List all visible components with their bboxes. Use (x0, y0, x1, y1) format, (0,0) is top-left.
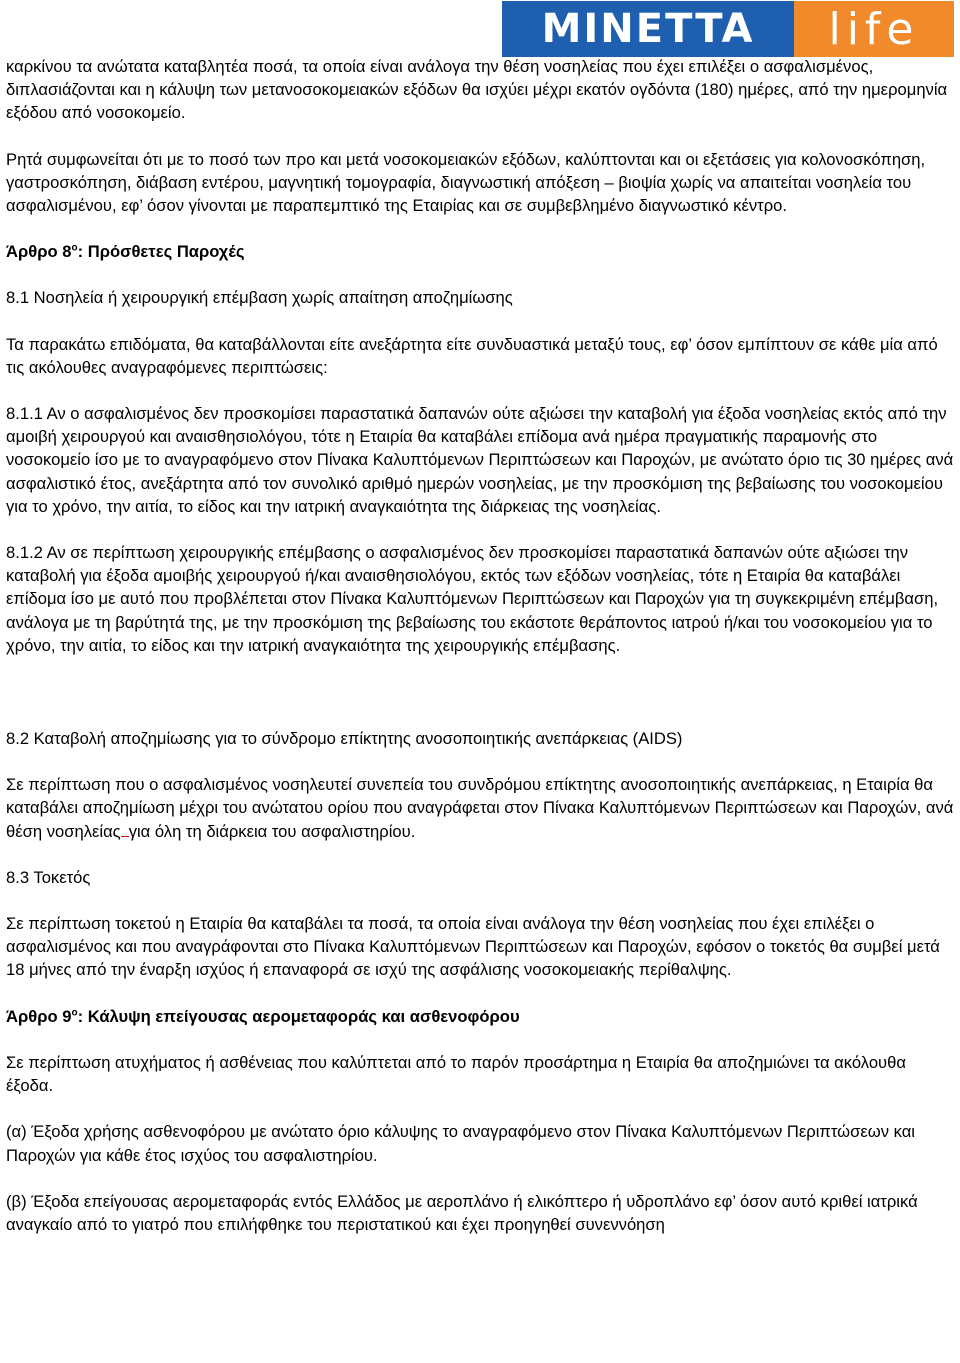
logo-minetta: MINETTA (502, 1, 794, 57)
paragraph-allowances-intro: Τα παρακάτω επιδόματα, θα καταβάλλονται είτε ανεξάρτητα είτε συνδυαστικά μεταξύ τους, εφ’ όσον εμπίπτουν σε κάθε μία από τις ακόλουθες αναγραφόμενες περιπτώσεις: (6, 334, 938, 377)
section-8-3-heading: 8.3 Τοκετός (6, 867, 91, 887)
paragraph-aids-coverage (6, 773, 956, 843)
paragraph-air-transport: (β) Έξοδα επείγουσας αερομεταφοράς εντός Ελλάδος με αεροπλάνο ή ελικόπτερο ή υδροπλάνο εφ’ όσον αυτό κριθεί ιατρικά αναγκαίο από το γιατρό που επιλήφθηκε του περιστατικού και έχει προηγηθεί συνεννόηση (6, 1191, 918, 1234)
paragraph-childbirth: Σε περίπτωση τοκετού η Εταιρία θα καταβάλει τα ποσά, τα οποία είναι ανάλογα την θέση νοσηλείας που έχει επιλέξει ο ασφαλισμένος και που αναγράφονται στο Πίνακα Καλυπτόμενων Περιπτώσεων και Παροχών, εφόσον ο τοκετός θα συμβεί μετά 18 μήνες από την έναρξη ισχύος ή επαναφορά σε ισχύ της ασφάλισης νοσοκομειακής περίθαλψης. (6, 914, 940, 980)
article-8-title-pre: Άρθρο 8 (6, 242, 72, 262)
paragraph-accident-illness: Σε περίπτωση ατυχήματος ή ασθένειας που καλύπτεται από το παρόν προσάρτημα η Εταιρία θα αποζημιώνει τα ακόλουθα έξοδα. (6, 1052, 906, 1096)
document-body (6, 55, 956, 1236)
paragraph-pre-post-hospital: Ρητά συμφωνείται ότι με το ποσό των προ και μετά νοσοκομειακών εξόδων, καλύπτονται και οι εξετάσεις για κολονοσκόπηση, γαστροσκόπηση, διάβαση εντέρου, μαγνητική τομογραφία, διαγνωστική απόξεση – βιοψία χωρίς να απαιτείται νοσηλεία του ασφαλισμένου, εφ’ όσον γίνονται με παραπεμπτικό της Εταιρίας και σε συμβεβλημένο διαγνωστικό κέντρο. (6, 149, 926, 216)
paragraph-ambulance: (α) Έξοδα χρήσης ασθενοφόρου με ανώτατο όριο κάλυψης το αναγραφόμενο στον Πίνακα Καλυπτόμενων Περιπτώσεων και Παροχών για κάθε έτος ισχύος του ασφαλιστηρίου. (6, 1122, 915, 1165)
article-9-heading (6, 1005, 956, 1028)
paragraph-aids-part-2: για όλη τη διάρκεια του ασφαλιστηρίου. (128, 821, 416, 841)
paragraph-aids-part-1: Σε περίπτωση που ο ασφαλισμένος νοσηλευτεί συνεπεία του συνδρόμου επίκτητης ανοσοποιητικής ανεπάρκειας, η Εταιρία θα καταβάλει αποζημίωση μέχρι του ανώτατου ορίου που αναγράφεται στον Πίνακα Καλυπτόμενων Περιπτώσεων και Παροχών, ανά θέση νοσηλείας (6, 775, 954, 841)
article-8-superscript: ο (71, 242, 78, 254)
section-8-2-heading: 8.2 Καταβολή αποζημίωσης για το σύνδρομο επίκτητης ανοσοποιητικής ανεπάρκειας (AIDS) (6, 729, 683, 749)
paragraph-8-1-1: 8.1.1 Αν ο ασφαλισμένος δεν προσκομίσει παραστατικά δαπανών ούτε αξιώσει την καταβολή για έξοδα νοσηλείας εκτός από την αμοιβή χειρουργού και αναισθησιολόγου, τότε η Εταιρία θα καταβάλει επίδομα ανά ημέρα πραγματικής παραμονής στο νοσοκομείο ίσο με το αναγραφόμενο στον Πίνακα Καλυπτόμενων Περιπτώσεων και Παροχών, με ανώτατο όριο τις 30 ημέρες ανά ασφαλιστικό έτος, ανεξάρτητα από τον συνολικό αριθμό ημερών νοσηλείας, με την προσκόμιση της βεβαίωσης του νοσοκομείου για το χρόνο, την αιτία, το είδος και την ιατρική αναγκαιότητα της διάρκειας της νοσηλείας. (6, 404, 954, 516)
paragraph-8-1-2: 8.1.2 Αν σε περίπτωση χειρουργικής επέμβασης ο ασφαλισμένος δεν προσκομίσει παραστατικά δαπανών ούτε αξιώσει την καταβολή για έξοδα αμοιβής χειρουργού ή/και αναισθησιολόγου, εκτός των εξόδων νοσηλείας, τότε η Εταιρία θα καταβάλει επίδομα ίσο με αυτό που προβλέπεται στον Πίνακα Καλυπτόμενων Περιπτώσεων και Παροχών για τη συγκεκριμένη επέμβαση, ανάλογα με τη βαρύτητά της, με την προσκόμιση της βεβαίωσης του εκάστοτε θεράποντος ιατρού ή/και του νοσοκομείου για το χρόνο, την αιτία, το είδος και την ιατρική αναγκαιότητα της χειρουργικής επέμβασης. (6, 543, 939, 655)
article-9-title-post: : Κάλυψη επείγουσας αερομεταφοράς και ασθενοφόρου (77, 1006, 520, 1026)
article-8-title-post: : Πρόσθετες Παροχές (77, 242, 245, 262)
article-9-superscript: ο (71, 1007, 78, 1019)
paragraph-cancer-benefits: καρκίνου τα ανώτατα καταβλητέα ποσά, τα οποία είναι ανάλογα την θέση νοσηλείας που έχει επιλέξει ο ασφαλισμένος, διπλασιάζονται και η κάλυψη των μετανοσοκομειακών εξόδων θα ισχύει μέχρι εκατόν ογδόντα (180) ημέρες, από την ημερομηνία εξόδου από νοσοκομείο. (6, 57, 948, 123)
revision-mark (121, 822, 129, 837)
minetta-life-logo (502, 1, 954, 57)
section-8-1-heading: 8.1 Νοσηλεία ή χειρουργική επέμβαση χωρίς απαίτηση αποζημίωσης (6, 288, 513, 308)
article-9-title-pre: Άρθρο 9 (6, 1006, 72, 1026)
logo-life: life (794, 1, 954, 57)
article-8-heading (6, 240, 956, 263)
